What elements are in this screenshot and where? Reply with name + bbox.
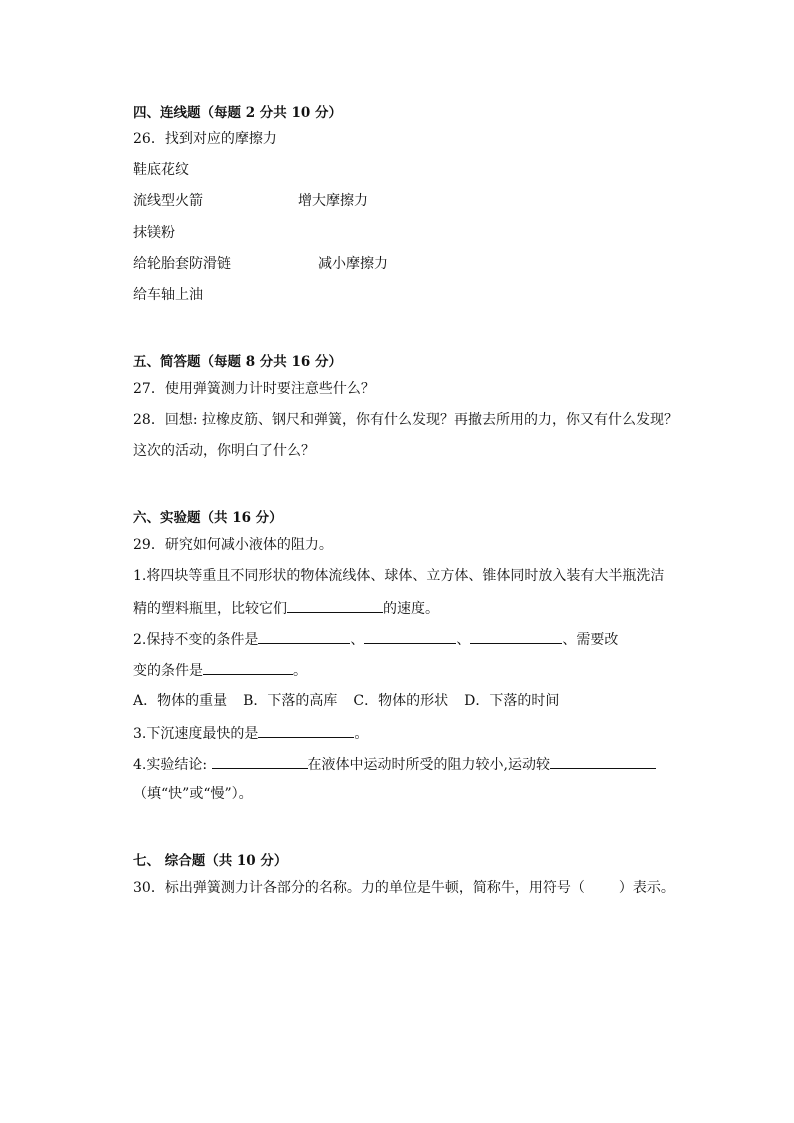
answer-blank[interactable]	[258, 723, 354, 738]
item2-line1	[133, 629, 618, 649]
q30-text-b: ）表示。	[618, 880, 675, 896]
item4-line2: （填“快”或“慢”）。	[133, 786, 253, 802]
item4-text-b: 在液体中运动时所受的阻力较小,运动较	[307, 757, 550, 773]
item1-text-a: 精的塑料瓶里，比较它们	[133, 601, 287, 617]
item1-line1: 1.将四块等重且不同形状的物体流线体、球体、立方体、锥体同时放入装有大半瓶洗洁	[133, 568, 665, 584]
match-right-item: 增大摩擦力	[298, 193, 368, 209]
item1-text-b: 的速度。	[383, 601, 439, 617]
item2-text-b: 、需要改	[562, 632, 619, 648]
section4-heading: 四、连线题（每题 2 分共 10 分）	[133, 105, 342, 121]
answer-blank[interactable]	[212, 754, 308, 769]
match-left-item: 给轮胎套防滑链	[133, 256, 231, 272]
choices-line	[133, 692, 575, 710]
section7-heading: 七、 综合题（共 10 分）	[133, 853, 288, 869]
item2-text-c: 变的条件是	[133, 663, 203, 679]
question-27: 27．使用弹簧测力计时要注意些什么？	[133, 381, 375, 397]
question-28-line2: 这次的活动，你明白了什么？	[133, 443, 315, 459]
separator: 、	[456, 632, 471, 648]
match-left-item: 抹镁粉	[133, 225, 175, 241]
match-left-item: 流线型火箭	[133, 193, 203, 209]
item3-text: 3.下沉速度最快的是	[133, 726, 259, 742]
choice-d: D．下落的时间	[464, 693, 560, 709]
match-left-item: 鞋底花纹	[133, 162, 189, 178]
question-26: 26．找到对应的摩擦力	[133, 131, 277, 147]
period: 。	[354, 726, 369, 742]
separator: 、	[350, 632, 365, 648]
match-left-item: 给车轴上油	[133, 287, 203, 303]
section6-heading: 六、实验题（共 16 分）	[133, 510, 283, 526]
answer-blank[interactable]	[203, 660, 293, 675]
item2-line2	[133, 660, 307, 680]
item1-line2	[133, 598, 439, 618]
answer-blank[interactable]	[550, 754, 656, 769]
item2-text-a: 2.保持不变的条件是	[133, 632, 259, 648]
question-29: 29．研究如何减小液体的阻力。	[133, 537, 333, 553]
answer-blank[interactable]	[470, 629, 562, 644]
answer-blank[interactable]	[364, 629, 456, 644]
q30-text-a: 30．标出弹簧测力计各部分的名称。力的单位是牛顿，简称牛，用符号（	[133, 880, 585, 896]
choice-b: B．下落的高库	[243, 693, 338, 709]
choice-c: C．物体的形状	[353, 693, 449, 709]
question-30	[133, 879, 675, 897]
choice-a: A．物体的重量	[133, 693, 228, 709]
section5-heading: 五、简答题（每题 8 分共 16 分）	[133, 354, 342, 370]
item4-line1	[133, 754, 656, 774]
period: 。	[293, 663, 307, 679]
answer-blank[interactable]	[258, 629, 350, 644]
match-right-item: 减小摩擦力	[318, 256, 388, 272]
item3-line	[133, 723, 368, 743]
answer-blank[interactable]	[287, 598, 383, 613]
question-28-line1: 28．回想: 拉橡皮筋、钢尺和弹簧，你有什么发现？再撤去所用的力，你又有什么发现？	[133, 412, 678, 428]
item4-text-a: 4.实验结论:	[133, 757, 212, 773]
